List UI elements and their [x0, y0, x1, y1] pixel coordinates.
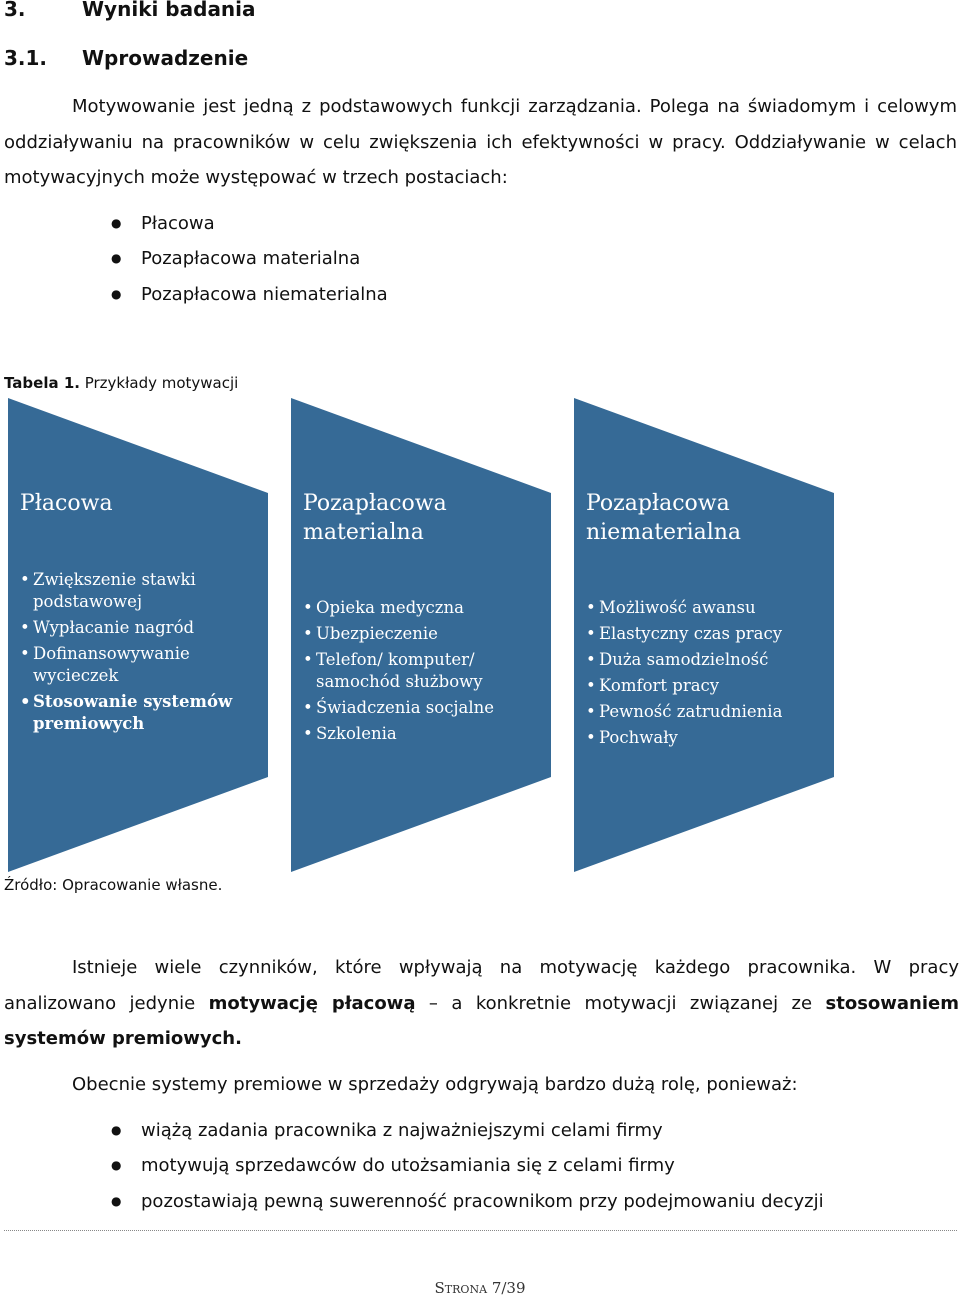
list-item: • Elastyczny czas pracy — [586, 623, 830, 645]
list-item: • Duża samodzielność — [586, 649, 830, 671]
list-item: ● motywują sprzedawców do utożsamiania się z celami firmy — [4, 1148, 959, 1184]
list-item: • Pochwały — [586, 727, 830, 749]
paragraph-2-bold-1: motywację płacową — [208, 992, 416, 1014]
heading-2 — [4, 46, 248, 70]
footer-divider — [4, 1230, 957, 1231]
table-caption-text: Przykłady motywacji — [84, 374, 239, 392]
paragraph-2-part-2: – a konkretnie motywacji związanej ze — [415, 992, 826, 1014]
column-title-placowa: Płacowa — [20, 491, 113, 516]
heading-1 — [4, 0, 256, 21]
motivation-diagram — [0, 395, 960, 880]
source-note: Źródło: Opracowanie własne. — [4, 876, 223, 894]
bullet-icon: ● — [111, 286, 122, 301]
list-item: • Ubezpieczenie — [303, 623, 543, 645]
list-item: ● pozostawiają pewną suwerenność pracownikom przy podejmowaniu decyzji — [4, 1184, 959, 1220]
reasons-list — [4, 1113, 959, 1220]
heading-1-number: 3. — [4, 0, 26, 21]
list-item: • Wypłacanie nagród — [20, 617, 260, 639]
intro-paragraph: Motywowanie jest jedną z podstawowych funkcji zarządzania. Polega na świadomym i celowym oddziaływaniu na pracowników w celu zwiększenia ich efektywności w pracy. Oddziaływanie w celach motywacyjnych może występować w trzech postaciach: — [4, 96, 957, 188]
list-item: ● Pozapłacowa niematerialna — [4, 277, 957, 313]
list-item: • Zwiększenie stawki podstawowej — [20, 569, 260, 613]
footer-page-number: 7/39 — [491, 1279, 526, 1297]
footer-label: STRONA — [434, 1279, 488, 1297]
paragraph-3-block — [4, 1067, 959, 1219]
heading-1-text: Wyniki badania — [82, 0, 256, 21]
column-items-pozaplacowa-materialna — [303, 597, 543, 749]
bullet-icon: ● — [111, 1193, 122, 1208]
bullet-icon: ● — [111, 1158, 122, 1172]
table-caption — [4, 374, 238, 392]
paragraph-2-bold-2: stosowaniem systemów premiowych. — [4, 992, 960, 1049]
paragraph-2-part-1: Istnieje wiele czynników, które wpływają na motywację każdego pracownika. W pracy analizowano jedynie — [4, 957, 959, 1014]
column-items-placowa — [20, 569, 260, 739]
table-caption-label: Tabela 1. — [4, 374, 80, 392]
column-title-pozaplacowa-niematerialna: Pozapłacowa niematerialna — [586, 491, 742, 545]
list-item: ● Płacowa — [4, 206, 957, 242]
intro-paragraph-block — [4, 89, 957, 312]
list-item: ● wiążą zadania pracownika z najważniejszymi celami firmy — [4, 1113, 959, 1149]
list-item: • Pewność zatrudnienia — [586, 701, 830, 723]
heading-2-text: Wprowadzenie — [82, 46, 249, 70]
list-item: • Dofinansowywanie wycieczek — [20, 643, 260, 687]
bullet-icon: ● — [111, 1122, 122, 1137]
list-item: • Stosowanie systemów premiowych — [20, 691, 260, 735]
paragraph-2 — [4, 950, 959, 1057]
list-item: • Świadczenia socjalne — [303, 697, 543, 719]
bullet-icon: ● — [111, 215, 122, 230]
heading-2-number: 3.1. — [4, 46, 48, 70]
list-item: • Szkolenia — [303, 723, 543, 745]
list-item: • Możliwość awansu — [586, 597, 830, 619]
bullet-icon: ● — [111, 251, 122, 265]
forms-list — [4, 206, 957, 313]
column-items-pozaplacowa-niematerialna — [586, 597, 830, 753]
column-title-pozaplacowa-materialna: Pozapłacowa materialna — [303, 491, 447, 545]
page-footer — [0, 1279, 960, 1297]
list-item: • Opieka medyczna — [303, 597, 543, 619]
paragraph-3: Obecnie systemy premiowe w sprzedaży odgrywają bardzo dużą rolę, ponieważ: — [72, 1074, 798, 1095]
list-item: • Telefon/ komputer/ samochód służbowy — [303, 649, 543, 693]
list-item: ● Pozapłacowa materialna — [4, 241, 957, 277]
list-item: • Komfort pracy — [586, 675, 830, 697]
